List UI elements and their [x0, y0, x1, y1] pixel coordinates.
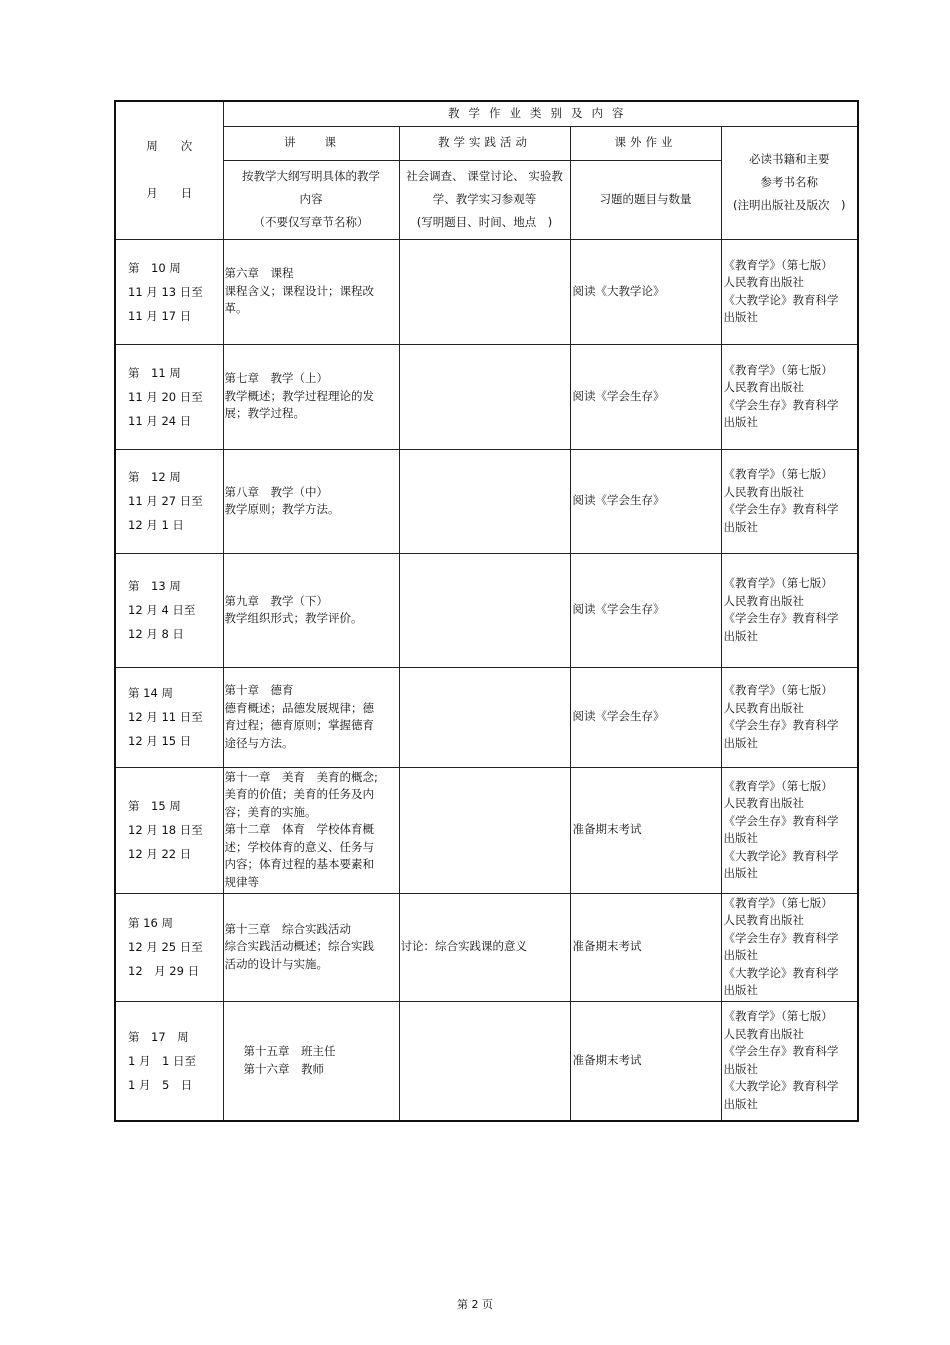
week-cell — [115, 553, 223, 667]
lecture-cell — [223, 1001, 399, 1121]
book-line: 《大教学论》教育科学 — [723, 965, 839, 980]
practice-cell — [399, 667, 570, 767]
book-line: 人民教育出版社 — [723, 593, 804, 608]
lecture-line: 第九章 教学（下） — [224, 593, 328, 608]
practice-cell — [399, 767, 570, 893]
book-line: 《教育学》（第七版） — [723, 576, 833, 590]
book-line: 《教育学》（第七版） — [723, 1009, 833, 1024]
book-line: 人民教育出版社 — [723, 1026, 804, 1041]
books-cell — [721, 667, 858, 767]
homework-cell: 阅读《学会生存》 — [570, 553, 721, 667]
lecture-line: 综合实践活动概述；综合实践 — [224, 939, 374, 954]
table-row — [115, 344, 858, 449]
practice-header: 教学实践活动 — [399, 126, 570, 160]
lecture-line: 第八章 教学（中） — [224, 484, 328, 499]
books-cell — [721, 239, 858, 344]
week-number: 第 11 周 — [128, 365, 181, 380]
practice-note-line: 社会调查、 课堂讨论、 实验教 — [406, 169, 563, 183]
table-row — [115, 239, 858, 344]
practice-cell — [399, 553, 570, 667]
book-line: 出版社 — [723, 519, 758, 534]
lecture-line: 第十一章 美育 美育的概念; — [224, 769, 378, 784]
lecture-cell — [223, 667, 399, 767]
week-cell — [115, 449, 223, 553]
week-start: 12 月 4 日至 — [128, 603, 196, 617]
book-line: 《教育学》（第七版） — [723, 257, 833, 272]
practice-cell — [399, 1001, 570, 1121]
week-start: 11 月 27 日至 — [128, 494, 203, 508]
books-header — [721, 126, 858, 239]
lecture-note-line: 按教学大纲写明具体的教学 — [242, 169, 380, 183]
table-row — [115, 553, 858, 667]
lecture-line: 美育的价值；美育的任务及内 — [224, 787, 374, 802]
lecture-note-line: （不要仅写章节名称） — [253, 215, 369, 229]
book-line: 人民教育出版社 — [723, 380, 804, 394]
practice-note-line: 学、教学实习参观等 — [432, 192, 537, 206]
book-line: 出版社 — [723, 415, 758, 429]
week-end: 1 月 5 日 — [128, 1077, 193, 1092]
date-header-label: 月 日 — [146, 186, 193, 201]
table-row — [115, 449, 858, 553]
lecture-line: 德育概述；品德发展规律；德 — [224, 700, 374, 715]
practice-cell — [399, 239, 570, 344]
homework-cell: 阅读《学会生存》 — [570, 667, 721, 767]
lecture-line: 容；美育的实施。 — [224, 804, 317, 819]
lecture-line: 途径与方法。 — [224, 735, 294, 750]
book-line: 出版社 — [723, 1096, 758, 1111]
lecture-line: 第十三章 综合实践活动 — [224, 921, 351, 936]
book-line: 《教育学》（第七版） — [723, 362, 833, 377]
practice-cell — [399, 344, 570, 449]
lecture-line: 述；学校体育的意义、任务与 — [224, 839, 374, 854]
practice-note — [399, 160, 570, 239]
book-line: 《教育学》（第七版） — [723, 467, 833, 481]
lecture-line: 第十章 德育 — [224, 683, 294, 697]
week-number: 第 12 周 — [128, 470, 181, 484]
book-line: 人民教育出版社 — [723, 913, 804, 927]
lecture-cell — [223, 767, 399, 893]
books-cell — [721, 449, 858, 553]
book-line: 《教育学》（第七版） — [723, 895, 833, 910]
book-line: 出版社 — [723, 866, 758, 880]
week-start: 12 月 11 日至 — [128, 710, 203, 724]
lecture-line: 课程含义；课程设计；课程改 — [224, 283, 374, 298]
lecture-cell — [223, 893, 399, 1001]
lecture-note — [223, 160, 399, 239]
week-cell — [115, 767, 223, 893]
lecture-line: 活动的设计与实施。 — [224, 956, 328, 971]
books-cell — [721, 893, 858, 1001]
lecture-line: 第六章 课程 — [224, 266, 294, 281]
book-line: 《大教学论》教育科学 — [723, 848, 839, 863]
homework-header: 课外作业 — [570, 126, 721, 160]
lecture-line: 展；教学过程。 — [224, 406, 305, 421]
week-end: 12 月 29 日 — [128, 964, 200, 978]
book-line: 人民教育出版社 — [723, 275, 804, 289]
book-line: 人民教育出版社 — [723, 484, 804, 499]
lecture-note-line: 内容 — [299, 192, 323, 206]
lecture-line: 第十五章 班主任 — [243, 1044, 336, 1059]
homework-cell: 阅读《大教学论》 — [570, 239, 721, 344]
schedule-table — [114, 100, 859, 1122]
book-line: 《学会生存》教育科学 — [723, 397, 839, 412]
week-cell — [115, 893, 223, 1001]
book-line: 《学会生存》教育科学 — [723, 813, 839, 828]
books-cell — [721, 1001, 858, 1121]
practice-cell: 讨论：综合实践课的意义 — [399, 893, 570, 1001]
lecture-line: 教学概述；教学过程理论的发 — [224, 388, 374, 403]
book-line: 《学会生存》教育科学 — [723, 502, 839, 516]
week-end: 12 月 22 日 — [128, 847, 192, 861]
books-cell — [721, 553, 858, 667]
book-line: 《学会生存》教育科学 — [723, 611, 839, 625]
week-cell — [115, 1001, 223, 1121]
lecture-line: 第七章 教学（上） — [224, 371, 328, 386]
homework-note: 习题的题目与数量 — [570, 160, 721, 239]
books-cell — [721, 767, 858, 893]
lecture-line: 第十六章 教师 — [243, 1061, 324, 1076]
week-end: 12 月 15 日 — [128, 734, 192, 748]
week-number: 第 17 周 — [128, 1029, 189, 1044]
week-start: 11 月 13 日至 — [128, 284, 203, 299]
week-start: 12 月 25 日至 — [128, 940, 203, 954]
week-start: 11 月 20 日至 — [128, 389, 203, 404]
table-row — [115, 767, 858, 893]
category-title: 教学作业类别及内容 — [223, 101, 858, 126]
table-row — [115, 1001, 858, 1121]
week-number: 第 10 周 — [128, 260, 181, 275]
book-line: 《学会生存》教育科学 — [723, 930, 839, 945]
homework-cell: 准备期末考试 — [570, 893, 721, 1001]
book-line: 《教育学》（第七版） — [723, 778, 833, 793]
lecture-header: 讲 课 — [223, 126, 399, 160]
book-line: 出版社 — [723, 310, 758, 324]
book-line: 《大教学论》教育科学 — [723, 1079, 839, 1094]
week-number: 第 15 周 — [128, 799, 181, 813]
week-number: 第 16 周 — [128, 916, 173, 930]
week-cell — [115, 667, 223, 767]
book-line: 出版社 — [723, 983, 758, 997]
homework-cell: 阅读《学会生存》 — [570, 449, 721, 553]
book-line: 出版社 — [723, 735, 758, 750]
table-row — [115, 893, 858, 1001]
lecture-cell — [223, 239, 399, 344]
practice-note-line: (写明题目、时间、地点 ) — [416, 215, 553, 229]
book-line: 《学会生存》教育科学 — [723, 1044, 839, 1059]
books-cell — [721, 344, 858, 449]
practice-cell — [399, 449, 570, 553]
week-number: 第 13 周 — [128, 579, 181, 593]
lecture-line: 育过程；德育原则；掌握德育 — [224, 718, 374, 732]
book-line: 《大教学论》教育科学 — [723, 292, 839, 307]
books-header-line: 参考书名称 — [760, 175, 818, 189]
lecture-cell — [223, 553, 399, 667]
page-number: 第 2 页 — [457, 1298, 493, 1311]
week-end: 11 月 17 日 — [128, 308, 192, 323]
homework-cell: 阅读《学会生存》 — [570, 344, 721, 449]
book-line: 出版社 — [723, 831, 758, 845]
week-header-cell — [115, 101, 223, 239]
lecture-line: 内容；体育过程的基本要素和 — [224, 857, 374, 872]
books-header-line: (注明出版社及版次 ) — [733, 198, 846, 212]
homework-cell: 准备期末考试 — [570, 1001, 721, 1121]
week-number: 第 14 周 — [128, 686, 173, 700]
lecture-line: 规律等 — [224, 874, 259, 889]
book-line: 出版社 — [723, 1061, 758, 1076]
book-line: 人民教育出版社 — [723, 796, 804, 810]
week-end: 11 月 24 日 — [128, 413, 192, 428]
week-cell — [115, 344, 223, 449]
book-line: 《教育学》（第七版） — [723, 683, 833, 697]
table-row — [115, 667, 858, 767]
book-line: 出版社 — [723, 628, 758, 643]
week-end: 12 月 8 日 — [128, 627, 184, 641]
book-line: 人民教育出版社 — [723, 700, 804, 715]
lecture-cell — [223, 449, 399, 553]
week-start: 12 月 18 日至 — [128, 823, 203, 837]
homework-cell: 准备期末考试 — [570, 767, 721, 893]
lecture-line: 第十二章 体育 学校体育概 — [224, 822, 374, 837]
lecture-line: 教学原则；教学方法。 — [224, 502, 340, 516]
week-end: 12 月 1 日 — [128, 518, 184, 532]
lecture-line: 教学组织形式；教学评价。 — [224, 611, 363, 625]
book-line: 出版社 — [723, 948, 758, 962]
book-line: 《学会生存》教育科学 — [723, 718, 839, 732]
lecture-cell — [223, 344, 399, 449]
lecture-line: 革。 — [224, 301, 248, 316]
week-header-label: 周 次 — [146, 138, 193, 153]
week-cell — [115, 239, 223, 344]
week-start: 1 月 1 日至 — [128, 1053, 196, 1068]
books-header-line: 必读书籍和主要 — [749, 152, 830, 166]
